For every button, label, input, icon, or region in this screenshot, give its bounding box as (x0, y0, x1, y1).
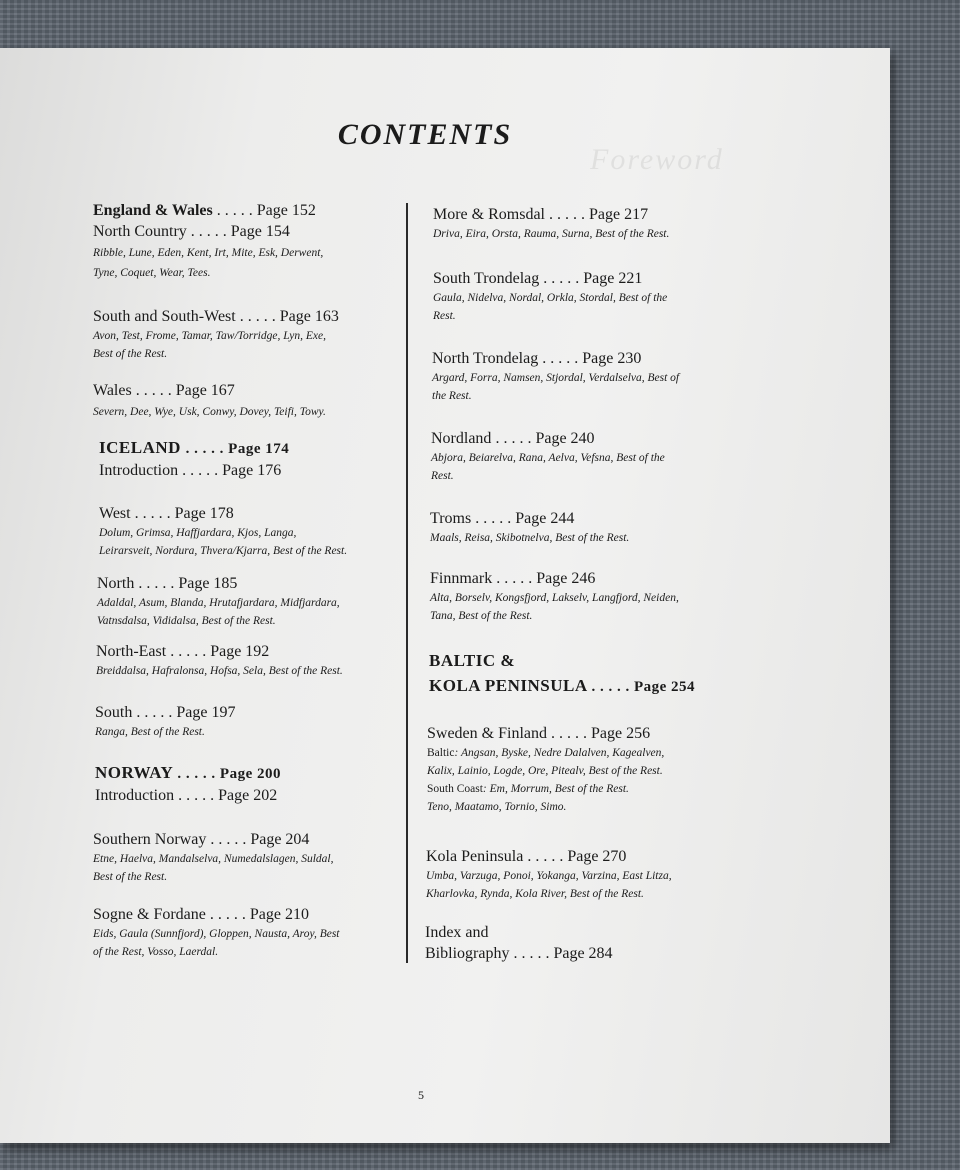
toc-section-norway (95, 763, 395, 783)
entry-rivers: Leirarsveit, Nordura, Thvera/Kjarra, Best of the Rest. (99, 545, 348, 557)
entry-page: . . . . . Page 240 (495, 430, 595, 447)
entry-page: . . . . . Page 167 (135, 382, 235, 399)
toc-section-baltic-kola (429, 648, 729, 700)
entry-rivers: Avon, Test, Frome, Tamar, Taw/Torridge, Lyn, Exe, (93, 330, 326, 342)
entry-name: West (99, 505, 131, 522)
entry-name: North Country (93, 223, 187, 240)
entry-name: North (97, 575, 135, 592)
entry-name: Nordland (431, 430, 492, 447)
entry-name: More & Romsdal (433, 206, 545, 223)
toc-entry-southern-norway (93, 829, 393, 886)
entry-rivers: Alta, Borselv, Kongsfjord, Lakselv, Langfjord, Neiden, (430, 592, 679, 604)
entry-page: . . . . . Page 244 (475, 510, 575, 527)
toc-entry-kola-peninsula (426, 846, 726, 903)
toc-entry-england-wales (93, 200, 393, 221)
entry-page: . . . . . Page 192 (170, 643, 270, 660)
entry-rivers: Best of the Rest. (93, 348, 168, 360)
entry-page: . . . . . Page 197 (136, 704, 236, 721)
entry-rivers: Umba, Varzuga, Ponoi, Yokanga, Varzina, East Litza, (426, 870, 672, 882)
toc-entry-south-trondelag (433, 268, 733, 325)
entry-rivers: Rest. (433, 310, 456, 322)
entry-name: South Trondelag (433, 270, 540, 287)
entry-name: North-East (96, 643, 167, 660)
toc-entry-north-trondelag (432, 348, 732, 405)
toc-entry-sogne-fordane (93, 904, 393, 961)
entry-page: . . . . . Page 210 (209, 906, 309, 923)
entry-page: . . . . . Page 230 (542, 350, 642, 367)
entry-name: Introduction (95, 787, 175, 804)
section-page: . . . . . Page 200 (177, 766, 281, 782)
entry-page: . . . . . Page 152 (216, 202, 316, 219)
section-name: ICELAND (99, 438, 181, 457)
toc-entry-wales (93, 380, 393, 421)
entry-rivers: Tana, Best of the Rest. (430, 610, 533, 622)
entry-name: Sogne & Fordane (93, 906, 206, 923)
entry-rivers: Teno, Maatamo, Tornio, Simo. (427, 801, 567, 813)
entry-rivers: Dolum, Grimsa, Haffjardara, Kjos, Langa, (99, 527, 297, 539)
entry-name: Troms (430, 510, 472, 527)
entry-name: South and South-West (93, 308, 236, 325)
entry-rivers: Kharlovka, Rynda, Kola River, Best of the Rest. (426, 888, 644, 900)
section-name: BALTIC & (429, 651, 516, 670)
entry-page: . . . . . Page 178 (134, 505, 234, 522)
toc-entry-more-romsdal (433, 204, 733, 243)
toc-entry-troms (430, 508, 730, 547)
entry-page: . . . . . Page 154 (190, 223, 290, 240)
column-divider (406, 203, 408, 963)
entry-rivers: Maals, Reisa, Skibotnelva, Best of the Rest. (430, 532, 630, 544)
entry-name: Finnmark (430, 570, 493, 587)
entry-name: Sweden & Finland (427, 725, 547, 742)
entry-page: . . . . . Page 185 (138, 575, 238, 592)
entry-rivers: the Rest. (432, 390, 472, 402)
entry-rivers: Rest. (431, 470, 454, 482)
toc-entry-finnmark (430, 568, 730, 625)
entry-rivers: Kalix, Lainio, Logde, Ore, Pitealv, Best of the Rest. (427, 765, 663, 777)
book-page (0, 48, 890, 1143)
entry-page: . . . . . Page 256 (551, 725, 651, 742)
page-title: CONTENTS (337, 118, 513, 151)
entry-name: Introduction (99, 462, 179, 479)
entry-page: . . . . . Page 246 (496, 570, 596, 587)
entry-rivers: Best of the Rest. (93, 871, 168, 883)
toc-entry-south-southwest (93, 306, 393, 363)
entry-name: North Trondelag (432, 350, 539, 367)
entry-name: Southern Norway (93, 831, 207, 848)
toc-section-iceland (99, 438, 399, 458)
entry-rivers: : Em, Morrum, Best of the Rest. (482, 783, 629, 795)
toc-entry-norway-intro (95, 785, 395, 806)
entry-rivers: Breiddalsa, Hafralonsa, Hofsa, Sela, Best of the Rest. (96, 665, 343, 677)
entry-page: . . . . . Page 270 (527, 848, 627, 865)
section-page: . . . . . Page 254 (591, 679, 696, 695)
entry-page: . . . . . Page 163 (239, 308, 339, 325)
entry-rivers: of the Rest, Vosso, Laerdal. (93, 946, 219, 958)
entry-page: . . . . . Page 204 (210, 831, 310, 848)
section-name: KOLA PENINSULA (429, 676, 587, 695)
entry-page: . . . . . Page 202 (178, 787, 278, 804)
entry-rivers: Vatnsdalsa, Vididalsa, Best of the Rest. (97, 615, 276, 627)
entry-rivers: Abjora, Beiarelva, Rana, Aelva, Vefsna, Best of the (431, 452, 665, 464)
toc-entry-north (97, 573, 397, 630)
toc-entry-nordland (431, 428, 731, 485)
entry-name: Kola Peninsula (426, 848, 524, 865)
entry-rivers: Ranga, Best of the Rest. (95, 726, 205, 738)
region-label: Baltic (427, 747, 455, 759)
entry-rivers: Adaldal, Asum, Blanda, Hrutafjardara, Midfjardara, (97, 597, 340, 609)
toc-entry-index-bibliography (425, 922, 725, 964)
entry-rivers: Etne, Haelva, Mandalselva, Numedalslagen, Suldal, (93, 853, 334, 865)
entry-rivers: Driva, Eira, Orsta, Rauma, Surna, Best of the Rest. (433, 228, 670, 240)
entry-rivers: Tyne, Coquet, Wear, Tees. (93, 267, 211, 279)
entry-page: . . . . . Page 176 (182, 462, 282, 479)
section-page: . . . . . Page 174 (185, 441, 290, 457)
entry-name: England & Wales (93, 202, 213, 219)
entry-rivers: Argard, Forra, Namsen, Stjordal, Verdalselva, Best of (432, 372, 680, 384)
entry-page: . . . . . Page 217 (549, 206, 649, 223)
toc-entry-iceland-intro (99, 460, 399, 481)
entry-page: . . . . . Page 284 (513, 945, 613, 962)
entry-rivers: Ribble, Lune, Eden, Kent, Irt, Mite, Esk, Derwent, (93, 247, 324, 259)
entry-name: Wales (93, 382, 132, 399)
toc-entry-sweden-finland (427, 723, 747, 816)
region-label: South Coast (427, 783, 483, 795)
page-number: 5 (418, 1088, 424, 1102)
toc-entry-north-country (93, 221, 393, 282)
entry-rivers: : Angsan, Byske, Nedre Dalalven, Kagealven, (454, 747, 665, 759)
entry-rivers: Gaula, Nidelva, Nordal, Orkla, Stordal, Best of the (433, 292, 668, 304)
entry-rivers: Eids, Gaula (Sunnfjord), Gloppen, Nausta, Aroy, Best (93, 928, 340, 940)
entry-name: Bibliography (425, 945, 510, 962)
section-name: NORWAY (95, 763, 173, 782)
toc-entry-south (95, 702, 395, 741)
toc-entry-north-east (96, 641, 396, 680)
entry-rivers: Severn, Dee, Wye, Usk, Conwy, Dovey, Teifi, Towy. (93, 406, 326, 418)
toc-entry-west (99, 503, 399, 560)
entry-name: South (95, 704, 133, 721)
entry-page: . . . . . Page 221 (543, 270, 643, 287)
bleed-through-text: Foreword (590, 143, 724, 176)
entry-name: Index and (425, 924, 489, 941)
